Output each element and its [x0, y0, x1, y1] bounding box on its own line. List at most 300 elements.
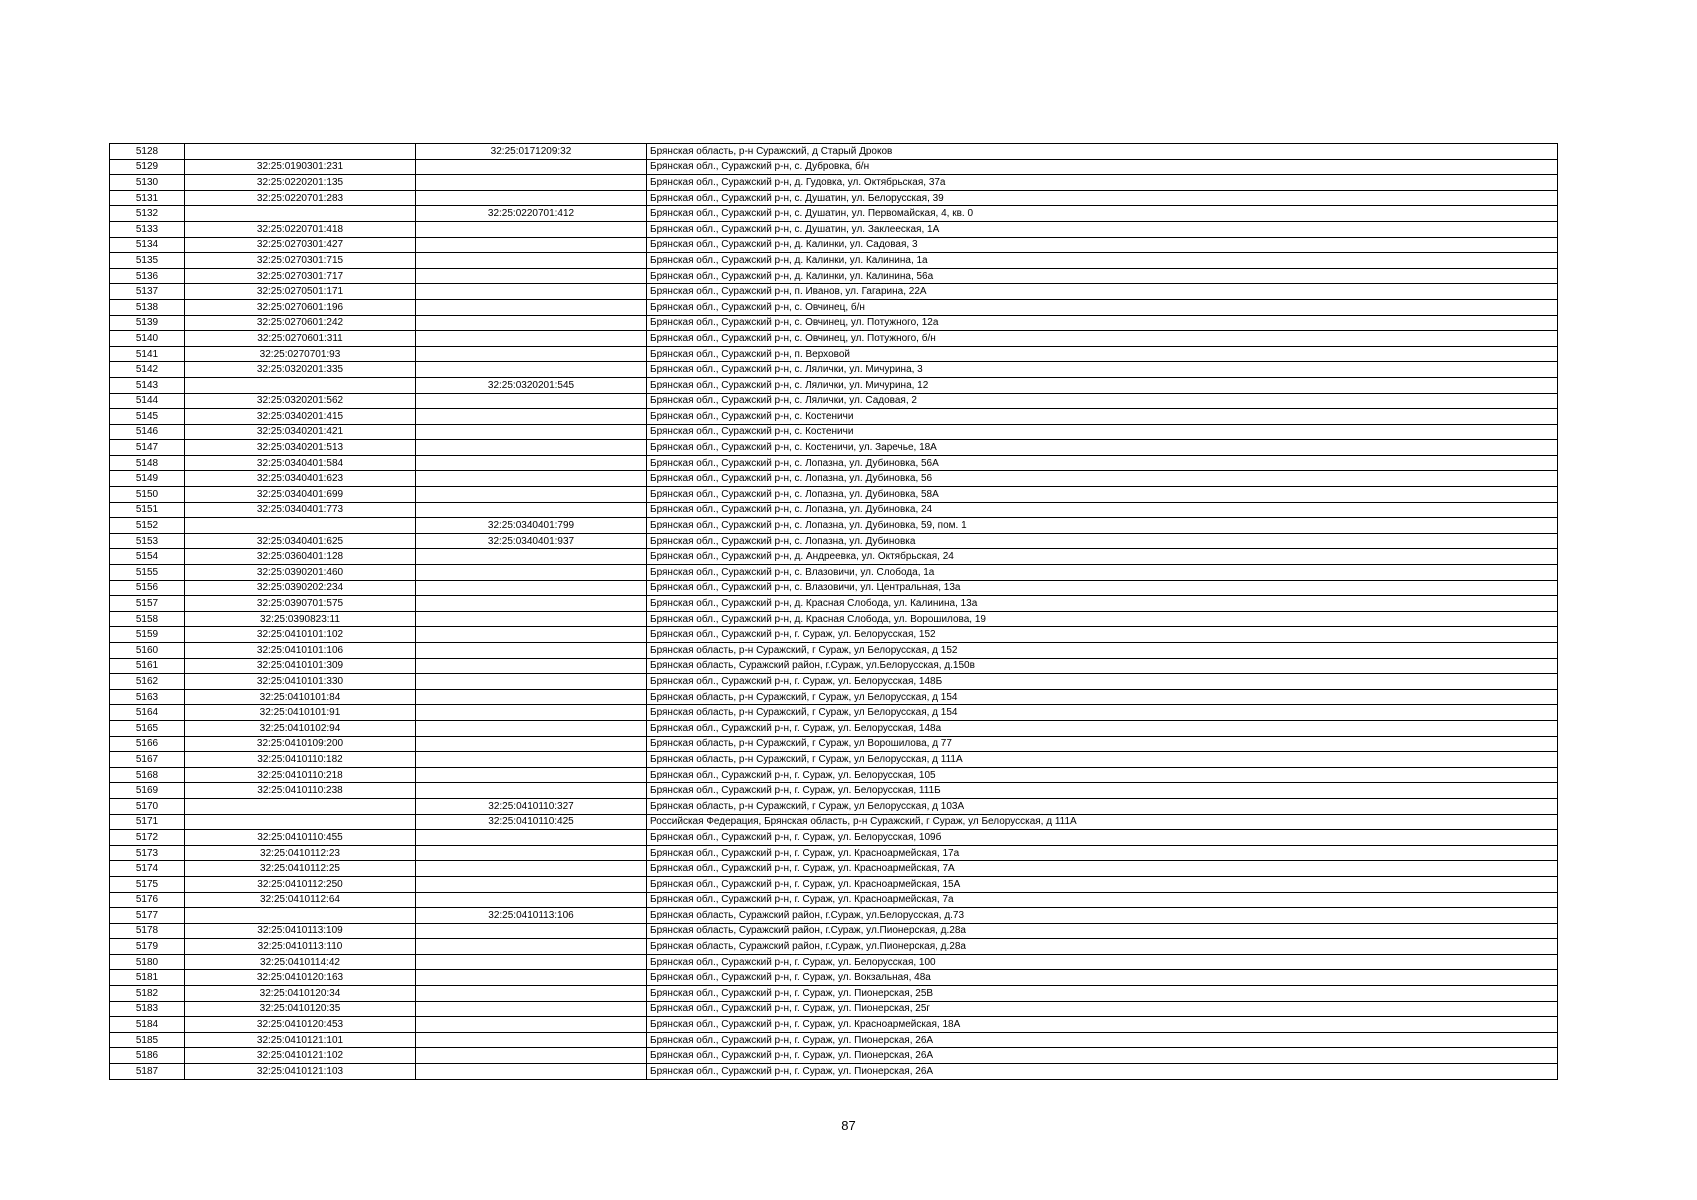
cadastral-number-building-cell: 32:25:0340401:937	[416, 533, 647, 549]
cadastral-number-cell: 32:25:0410112:64	[185, 892, 416, 908]
address-cell: Брянская обл., Суражский р-н, г. Сураж, ул. Белорусская, 148а	[647, 720, 1558, 736]
cadastral-number-cell: 32:25:0410114:42	[185, 954, 416, 970]
row-number-cell: 5186	[110, 1048, 185, 1064]
address-cell: Брянская область, р-н Суражский, г Сураж, ул Белорусская, д 103А	[647, 798, 1558, 814]
address-cell: Брянская обл., Суражский р-н, с. Овчинец, ул. Потужного, б/н	[647, 331, 1558, 347]
row-number-cell: 5177	[110, 908, 185, 924]
cadastral-number-building-cell	[416, 331, 647, 347]
row-number-cell: 5162	[110, 674, 185, 690]
address-cell: Брянская обл., Суражский р-н, с. Лопазна, ул. Дубиновка	[647, 533, 1558, 549]
row-number-cell: 5132	[110, 206, 185, 222]
address-cell: Брянская обл., Суражский р-н, д. Красная Слобода, ул. Ворошилова, 19	[647, 611, 1558, 627]
cadastral-number-cell: 32:25:0320201:335	[185, 362, 416, 378]
table-row	[110, 471, 1558, 487]
cadastral-number-cell: 32:25:0270301:715	[185, 253, 416, 269]
cadastral-number-building-cell	[416, 627, 647, 643]
table-row	[110, 752, 1558, 768]
cadastral-number-building-cell	[416, 237, 647, 253]
cadastral-number-cell: 32:25:0410110:218	[185, 767, 416, 783]
cadastral-number-building-cell	[416, 1001, 647, 1017]
row-number-cell: 5147	[110, 440, 185, 456]
address-cell: Брянская обл., Суражский р-н, г. Сураж, ул. Пионерская, 25В	[647, 986, 1558, 1002]
cadastral-number-cell: 32:25:0410101:84	[185, 689, 416, 705]
table-row	[110, 502, 1558, 518]
address-cell: Брянская обл., Суражский р-н, с. Влазовичи, ул. Центральная, 13а	[647, 580, 1558, 596]
table-row	[110, 986, 1558, 1002]
cadastral-number-building-cell	[416, 674, 647, 690]
cadastral-number-cell: 32:25:0410113:110	[185, 939, 416, 955]
cadastral-number-cell: 32:25:0390201:460	[185, 565, 416, 581]
row-number-cell: 5130	[110, 175, 185, 191]
cadastral-number-building-cell	[416, 565, 647, 581]
cadastral-number-building-cell	[416, 736, 647, 752]
row-number-cell: 5129	[110, 159, 185, 175]
table-row	[110, 580, 1558, 596]
address-cell: Брянская обл., Суражский р-н, г. Сураж, ул. Пионерская, 26А	[647, 1048, 1558, 1064]
cadastral-number-cell: 32:25:0340401:623	[185, 471, 416, 487]
cadastral-number-cell: 32:25:0410120:163	[185, 970, 416, 986]
cadastral-number-building-cell	[416, 861, 647, 877]
address-cell: Брянская область, р-н Суражский, д Старый Дроков	[647, 144, 1558, 160]
address-cell: Брянская обл., Суражский р-н, г. Сураж, ул. Белорусская, 105	[647, 767, 1558, 783]
address-cell: Брянская обл., Суражский р-н, с. Лопазна, ул. Дубиновка, 24	[647, 502, 1558, 518]
table-row	[110, 221, 1558, 237]
cadastral-number-building-cell	[416, 253, 647, 269]
cadastral-number-cell: 32:25:0270301:427	[185, 237, 416, 253]
row-number-cell: 5143	[110, 377, 185, 393]
row-number-cell: 5173	[110, 845, 185, 861]
table-row	[110, 627, 1558, 643]
cadastral-number-building-cell: 32:25:0410113:106	[416, 908, 647, 924]
cadastral-number-building-cell	[416, 596, 647, 612]
row-number-cell: 5164	[110, 705, 185, 721]
cadastral-number-cell: 32:25:0340201:513	[185, 440, 416, 456]
table-row	[110, 549, 1558, 565]
address-cell: Брянская обл., Суражский р-н, п. Иванов, ул. Гагарина, 22А	[647, 284, 1558, 300]
table-row	[110, 939, 1558, 955]
row-number-cell: 5163	[110, 689, 185, 705]
cadastral-number-cell	[185, 144, 416, 160]
table-row	[110, 190, 1558, 206]
row-number-cell: 5156	[110, 580, 185, 596]
cadastral-number-building-cell	[416, 221, 647, 237]
table-row	[110, 206, 1558, 222]
cadastral-number-building-cell	[416, 1017, 647, 1033]
address-cell: Брянская область, р-н Суражский, г Сураж, ул Белорусская, д 154	[647, 689, 1558, 705]
cadastral-number-cell: 32:25:0410101:91	[185, 705, 416, 721]
row-number-cell: 5183	[110, 1001, 185, 1017]
table-row	[110, 518, 1558, 534]
row-number-cell: 5141	[110, 346, 185, 362]
cadastral-number-cell: 32:25:0410120:34	[185, 986, 416, 1002]
cadastral-number-building-cell	[416, 1064, 647, 1080]
row-number-cell: 5185	[110, 1032, 185, 1048]
address-cell: Брянская обл., Суражский р-н, г. Сураж, ул. Красноармейская, 15А	[647, 876, 1558, 892]
row-number-cell: 5154	[110, 549, 185, 565]
address-cell: Брянская обл., Суражский р-н, г. Сураж, ул. Пионерская, 26А	[647, 1064, 1558, 1080]
row-number-cell: 5148	[110, 455, 185, 471]
cadastral-number-building-cell	[416, 487, 647, 503]
cadastral-number-building-cell	[416, 939, 647, 955]
table-row	[110, 237, 1558, 253]
row-number-cell: 5175	[110, 876, 185, 892]
address-cell: Брянская обл., Суражский р-н, г. Сураж, ул. Вокзальная, 48а	[647, 970, 1558, 986]
cadastral-number-cell: 32:25:0410109:200	[185, 736, 416, 752]
table-row	[110, 1048, 1558, 1064]
row-number-cell: 5136	[110, 268, 185, 284]
table-row	[110, 1017, 1558, 1033]
address-cell: Брянская обл., Суражский р-н, с. Лялички, ул. Мичурина, 3	[647, 362, 1558, 378]
address-cell: Брянская обл., Суражский р-н, с. Лопазна, ул. Дубиновка, 56	[647, 471, 1558, 487]
row-number-cell: 5144	[110, 393, 185, 409]
cadastral-number-cell: 32:25:0390823:11	[185, 611, 416, 627]
row-number-cell: 5174	[110, 861, 185, 877]
cadastral-number-cell	[185, 377, 416, 393]
cadastral-number-building-cell: 32:25:0340401:799	[416, 518, 647, 534]
row-number-cell: 5139	[110, 315, 185, 331]
row-number-cell: 5131	[110, 190, 185, 206]
address-cell: Брянская обл., Суражский р-н, с. Влазовичи, ул. Слобода, 1а	[647, 565, 1558, 581]
address-cell: Брянская обл., Суражский р-н, с. Лопазна, ул. Дубиновка, 59, пом. 1	[647, 518, 1558, 534]
table-row	[110, 377, 1558, 393]
cadastral-number-cell	[185, 518, 416, 534]
table-row	[110, 814, 1558, 830]
cadastral-number-building-cell	[416, 752, 647, 768]
address-cell: Брянская обл., Суражский р-н, с. Дубровка, б/н	[647, 159, 1558, 175]
cadastral-number-building-cell	[416, 362, 647, 378]
address-cell: Брянская обл., Суражский р-н, с. Овчинец, ул. Потужного, 12а	[647, 315, 1558, 331]
row-number-cell: 5179	[110, 939, 185, 955]
cadastral-number-building-cell	[416, 643, 647, 659]
cadastral-number-building-cell	[416, 1048, 647, 1064]
row-number-cell: 5157	[110, 596, 185, 612]
row-number-cell: 5176	[110, 892, 185, 908]
row-number-cell: 5146	[110, 424, 185, 440]
table-row	[110, 1064, 1558, 1080]
cadastral-number-cell: 32:25:0220201:135	[185, 175, 416, 191]
address-cell: Брянская обл., Суражский р-н, г. Сураж, ул. Пионерская, 25г	[647, 1001, 1558, 1017]
table-row	[110, 346, 1558, 362]
table-row	[110, 331, 1558, 347]
row-number-cell: 5153	[110, 533, 185, 549]
table-row	[110, 268, 1558, 284]
cadastral-number-building-cell	[416, 315, 647, 331]
address-cell: Российская Федерация, Брянская область, р-н Суражский, г Сураж, ул Белорусская, д 111А	[647, 814, 1558, 830]
cadastral-number-cell: 32:25:0270601:242	[185, 315, 416, 331]
cadastral-number-building-cell	[416, 471, 647, 487]
address-cell: Брянская область, р-н Суражский, г Сураж, ул Белорусская, д 152	[647, 643, 1558, 659]
table-row	[110, 299, 1558, 315]
cadastral-number-building-cell	[416, 783, 647, 799]
cadastral-number-building-cell	[416, 393, 647, 409]
cadastral-number-cell: 32:25:0270301:717	[185, 268, 416, 284]
cadastral-number-cell: 32:25:0410101:330	[185, 674, 416, 690]
cadastral-number-building-cell: 32:25:0320201:545	[416, 377, 647, 393]
cadastral-number-building-cell	[416, 720, 647, 736]
table-row	[110, 658, 1558, 674]
table-row	[110, 892, 1558, 908]
address-cell: Брянская область, Суражский район, г.Сураж, ул.Пионерская, д.28а	[647, 939, 1558, 955]
table-row	[110, 908, 1558, 924]
cadastral-number-cell: 32:25:0410112:25	[185, 861, 416, 877]
row-number-cell: 5172	[110, 830, 185, 846]
page-number: 87	[841, 1118, 856, 1133]
cadastral-number-building-cell	[416, 986, 647, 1002]
cadastral-number-cell: 32:25:0410121:102	[185, 1048, 416, 1064]
cadastral-number-cell: 32:25:0390701:575	[185, 596, 416, 612]
cadastral-number-building-cell	[416, 455, 647, 471]
cadastral-number-cell: 32:25:0410112:23	[185, 845, 416, 861]
table-row	[110, 736, 1558, 752]
row-number-cell: 5149	[110, 471, 185, 487]
row-number-cell: 5142	[110, 362, 185, 378]
table-row	[110, 596, 1558, 612]
address-cell: Брянская обл., Суражский р-н, г. Сураж, ул. Красноармейская, 7а	[647, 892, 1558, 908]
table-row	[110, 487, 1558, 503]
row-number-cell: 5182	[110, 986, 185, 1002]
cadastral-number-building-cell: 32:25:0410110:327	[416, 798, 647, 814]
address-cell: Брянская обл., Суражский р-н, д. Калинки, ул. Садовая, 3	[647, 237, 1558, 253]
cadastral-number-cell: 32:25:0410101:102	[185, 627, 416, 643]
cadastral-number-cell: 32:25:0340401:773	[185, 502, 416, 518]
cadastral-number-building-cell	[416, 159, 647, 175]
table-row	[110, 830, 1558, 846]
address-cell: Брянская обл., Суражский р-н, с. Лопазна, ул. Дубиновка, 58А	[647, 487, 1558, 503]
cadastral-number-building-cell: 32:25:0410110:425	[416, 814, 647, 830]
cadastral-number-building-cell	[416, 424, 647, 440]
table-row	[110, 175, 1558, 191]
cadastral-number-building-cell	[416, 970, 647, 986]
table-row	[110, 783, 1558, 799]
row-number-cell: 5166	[110, 736, 185, 752]
table-row	[110, 845, 1558, 861]
address-cell: Брянская обл., Суражский р-н, с. Душатин, ул. Первомайская, 4, кв. 0	[647, 206, 1558, 222]
cadastral-number-building-cell	[416, 892, 647, 908]
cadastral-number-cell: 32:25:0220701:283	[185, 190, 416, 206]
cadastral-number-building-cell	[416, 705, 647, 721]
row-number-cell: 5128	[110, 144, 185, 160]
cadastral-number-building-cell	[416, 1032, 647, 1048]
cadastral-number-cell: 32:25:0410110:238	[185, 783, 416, 799]
address-cell: Брянская обл., Суражский р-н, с. Костеничи, ул. Заречье, 18А	[647, 440, 1558, 456]
row-number-cell: 5138	[110, 299, 185, 315]
address-cell: Брянская обл., Суражский р-н, с. Лялички, ул. Садовая, 2	[647, 393, 1558, 409]
cadastral-number-cell	[185, 798, 416, 814]
address-cell: Брянская область, Суражский район, г.Сураж, ул.Белорусская, д.150в	[647, 658, 1558, 674]
table-row	[110, 144, 1558, 160]
cadastral-number-building-cell	[416, 440, 647, 456]
cadastral-number-building-cell	[416, 502, 647, 518]
row-number-cell: 5187	[110, 1064, 185, 1080]
cadastral-number-cell: 32:25:0410121:103	[185, 1064, 416, 1080]
cadastral-number-building-cell	[416, 175, 647, 191]
address-cell: Брянская обл., Суражский р-н, д. Калинки, ул. Калинина, 1а	[647, 253, 1558, 269]
table-row	[110, 970, 1558, 986]
cadastral-number-cell: 32:25:0360401:128	[185, 549, 416, 565]
cadastral-number-building-cell	[416, 767, 647, 783]
cadastral-number-building-cell	[416, 346, 647, 362]
row-number-cell: 5178	[110, 923, 185, 939]
cadastral-number-cell: 32:25:0340401:699	[185, 487, 416, 503]
address-cell: Брянская обл., Суражский р-н, г. Сураж, ул. Белорусская, 152	[647, 627, 1558, 643]
table-row	[110, 362, 1558, 378]
table-row	[110, 440, 1558, 456]
cadastral-number-building-cell	[416, 268, 647, 284]
cadastral-number-cell: 32:25:0410101:309	[185, 658, 416, 674]
address-cell: Брянская обл., Суражский р-н, п. Верховой	[647, 346, 1558, 362]
table-row	[110, 565, 1558, 581]
table-row	[110, 533, 1558, 549]
cadastral-number-building-cell	[416, 284, 647, 300]
row-number-cell: 5184	[110, 1017, 185, 1033]
cadastral-number-cell: 32:25:0270701:93	[185, 346, 416, 362]
cadastral-number-cell: 32:25:0270501:171	[185, 284, 416, 300]
address-cell: Брянская обл., Суражский р-н, г. Сураж, ул. Белорусская, 148Б	[647, 674, 1558, 690]
cadastral-number-building-cell	[416, 580, 647, 596]
address-cell: Брянская область, Суражский район, г.Сураж, ул.Пионерская, д.28а	[647, 923, 1558, 939]
cadastral-number-building-cell: 32:25:0171209:32	[416, 144, 647, 160]
address-cell: Брянская область, р-н Суражский, г Сураж, ул Ворошилова, д 77	[647, 736, 1558, 752]
cadastral-number-building-cell	[416, 658, 647, 674]
cadastral-number-cell: 32:25:0410110:455	[185, 830, 416, 846]
table-row	[110, 253, 1558, 269]
cadastral-number-cell: 32:25:0410112:250	[185, 876, 416, 892]
table-row	[110, 954, 1558, 970]
cadastral-number-cell	[185, 908, 416, 924]
address-cell: Брянская обл., Суражский р-н, г. Сураж, ул. Пионерская, 26А	[647, 1032, 1558, 1048]
table-row	[110, 643, 1558, 659]
cadastral-number-cell: 32:25:0220701:418	[185, 221, 416, 237]
cadastral-number-building-cell	[416, 689, 647, 705]
cadastral-number-cell	[185, 206, 416, 222]
cadastral-number-cell: 32:25:0410120:453	[185, 1017, 416, 1033]
address-cell: Брянская обл., Суражский р-н, г. Сураж, ул. Белорусская, 100	[647, 954, 1558, 970]
row-number-cell: 5134	[110, 237, 185, 253]
row-number-cell: 5160	[110, 643, 185, 659]
table-row	[110, 923, 1558, 939]
row-number-cell: 5161	[110, 658, 185, 674]
row-number-cell: 5158	[110, 611, 185, 627]
cadastral-number-cell: 32:25:0340401:625	[185, 533, 416, 549]
row-number-cell: 5150	[110, 487, 185, 503]
cadastral-number-building-cell	[416, 845, 647, 861]
cadastral-number-cell: 32:25:0410101:106	[185, 643, 416, 659]
property-table-body	[110, 144, 1558, 1080]
cadastral-number-building-cell	[416, 611, 647, 627]
table-row	[110, 611, 1558, 627]
cadastral-number-building-cell	[416, 830, 647, 846]
row-number-cell: 5171	[110, 814, 185, 830]
address-cell: Брянская обл., Суражский р-н, д. Андреевка, ул. Октябрьская, 24	[647, 549, 1558, 565]
row-number-cell: 5145	[110, 409, 185, 425]
row-number-cell: 5181	[110, 970, 185, 986]
address-cell: Брянская область, р-н Суражский, г Сураж, ул Белорусская, д 154	[647, 705, 1558, 721]
cadastral-number-cell: 32:25:0410113:109	[185, 923, 416, 939]
row-number-cell: 5151	[110, 502, 185, 518]
address-cell: Брянская обл., Суражский р-н, д. Красная Слобода, ул. Калинина, 13а	[647, 596, 1558, 612]
address-cell: Брянская обл., Суражский р-н, с. Лопазна, ул. Дубиновка, 56А	[647, 455, 1558, 471]
cadastral-number-building-cell	[416, 923, 647, 939]
table-row	[110, 315, 1558, 331]
cadastral-number-cell: 32:25:0390202:234	[185, 580, 416, 596]
table-row	[110, 1032, 1558, 1048]
row-number-cell: 5152	[110, 518, 185, 534]
cadastral-number-cell: 32:25:0340201:421	[185, 424, 416, 440]
table-row	[110, 1001, 1558, 1017]
cadastral-number-building-cell	[416, 549, 647, 565]
cadastral-number-cell: 32:25:0410121:101	[185, 1032, 416, 1048]
property-table	[109, 143, 1558, 1080]
table-row	[110, 159, 1558, 175]
address-cell: Брянская обл., Суражский р-н, г. Сураж, ул. Красноармейская, 18А	[647, 1017, 1558, 1033]
table-row	[110, 876, 1558, 892]
cadastral-number-cell: 32:25:0270601:196	[185, 299, 416, 315]
table-row	[110, 393, 1558, 409]
cadastral-number-cell: 32:25:0340401:584	[185, 455, 416, 471]
cadastral-number-building-cell	[416, 190, 647, 206]
cadastral-number-cell: 32:25:0410110:182	[185, 752, 416, 768]
address-cell: Брянская обл., Суражский р-н, с. Костеничи	[647, 424, 1558, 440]
table-row	[110, 767, 1558, 783]
table-row	[110, 861, 1558, 877]
cadastral-number-building-cell	[416, 409, 647, 425]
table-row	[110, 424, 1558, 440]
address-cell: Брянская обл., Суражский р-н, с. Душатин, ул. Заклееская, 1А	[647, 221, 1558, 237]
table-row	[110, 409, 1558, 425]
address-cell: Брянская обл., Суражский р-н, г. Сураж, ул. Белорусская, 111Б	[647, 783, 1558, 799]
cadastral-number-building-cell	[416, 876, 647, 892]
address-cell: Брянская обл., Суражский р-н, г. Сураж, ул. Красноармейская, 7А	[647, 861, 1558, 877]
address-cell: Брянская обл., Суражский р-н, с. Лялички, ул. Мичурина, 12	[647, 377, 1558, 393]
row-number-cell: 5168	[110, 767, 185, 783]
table-row	[110, 674, 1558, 690]
row-number-cell: 5137	[110, 284, 185, 300]
address-cell: Брянская обл., Суражский р-н, с. Костеничи	[647, 409, 1558, 425]
row-number-cell: 5167	[110, 752, 185, 768]
row-number-cell: 5155	[110, 565, 185, 581]
cadastral-number-cell	[185, 814, 416, 830]
cadastral-number-building-cell	[416, 299, 647, 315]
row-number-cell: 5140	[110, 331, 185, 347]
table-row	[110, 720, 1558, 736]
cadastral-number-building-cell	[416, 954, 647, 970]
address-cell: Брянская обл., Суражский р-н, д. Гудовка, ул. Октябрьская, 37а	[647, 175, 1558, 191]
table-row	[110, 284, 1558, 300]
address-cell: Брянская обл., Суражский р-н, г. Сураж, ул. Красноармейская, 17а	[647, 845, 1558, 861]
table-row	[110, 455, 1558, 471]
cadastral-number-cell: 32:25:0410120:35	[185, 1001, 416, 1017]
row-number-cell: 5169	[110, 783, 185, 799]
cadastral-number-cell: 32:25:0270601:311	[185, 331, 416, 347]
cadastral-number-cell: 32:25:0190301:231	[185, 159, 416, 175]
cadastral-number-building-cell: 32:25:0220701:412	[416, 206, 647, 222]
row-number-cell: 5159	[110, 627, 185, 643]
row-number-cell: 5180	[110, 954, 185, 970]
cadastral-number-cell: 32:25:0410102:94	[185, 720, 416, 736]
address-cell: Брянская обл., Суражский р-н, д. Калинки, ул. Калинина, 56а	[647, 268, 1558, 284]
address-cell: Брянская обл., Суражский р-н, с. Овчинец, б/н	[647, 299, 1558, 315]
address-cell: Брянская обл., Суражский р-н, г. Сураж, ул. Белорусская, 109б	[647, 830, 1558, 846]
address-cell: Брянская область, Суражский район, г.Сураж, ул.Белорусская, д.73	[647, 908, 1558, 924]
row-number-cell: 5133	[110, 221, 185, 237]
table-row	[110, 705, 1558, 721]
table-row	[110, 798, 1558, 814]
cadastral-number-cell: 32:25:0340201:415	[185, 409, 416, 425]
row-number-cell: 5170	[110, 798, 185, 814]
row-number-cell: 5135	[110, 253, 185, 269]
row-number-cell: 5165	[110, 720, 185, 736]
address-cell: Брянская обл., Суражский р-н, с. Душатин, ул. Белорусская, 39	[647, 190, 1558, 206]
